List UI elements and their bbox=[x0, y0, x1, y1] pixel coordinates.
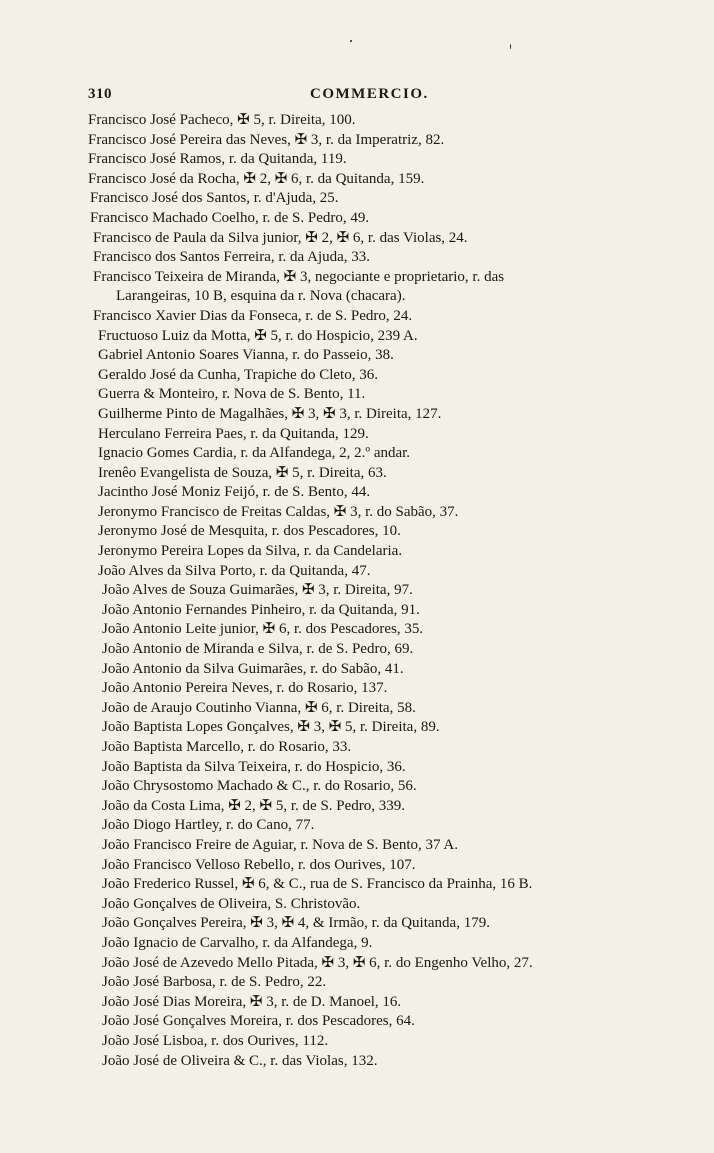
list-item: Francisco José dos Santos, r. d'Ajuda, 25. bbox=[90, 190, 339, 207]
list-item: João Francisco Freire de Aguiar, r. Nova de S. Bento, 37 A. bbox=[102, 836, 459, 853]
list-item: Francisco dos Santos Ferreira, r. da Ajuda, 33. bbox=[93, 249, 371, 266]
list-item: Ignacio Gomes Cardia, r. da Alfandega, 2, 2.º andar. bbox=[98, 445, 411, 462]
list-item: João José de Oliveira & C., r. das Violas, 132. bbox=[102, 1052, 378, 1069]
list-item: João Gonçalves Pereira, ✠ 3, ✠ 4, & Irmão, r. da Quitanda, 179. bbox=[102, 915, 490, 932]
list-item: João José Dias Moreira, ✠ 3, r. de D. Manoel, 16. bbox=[102, 993, 402, 1010]
list-item-continuation: Larangeiras, 10 B, esquina da r. Nova (chacara). bbox=[116, 288, 406, 305]
list-item: João José Lisboa, r. dos Ourives, 112. bbox=[102, 1032, 329, 1049]
list-item: João de Araujo Coutinho Vianna, ✠ 6, r. Direita, 58. bbox=[102, 699, 416, 716]
list-item: Francisco Machado Coelho, r. de S. Pedro, 49. bbox=[90, 209, 370, 226]
list-item: João Baptista Marcello, r. do Rosario, 33. bbox=[102, 739, 352, 755]
list-item: João Baptista Lopes Gonçalves, ✠ 3, ✠ 5, r. Direita, 89. bbox=[102, 719, 440, 736]
list-item: João Antonio Leite junior, ✠ 6, r. dos Pescadores, 35. bbox=[102, 621, 424, 638]
list-item: João Gonçalves de Oliveira, S. Christovão. bbox=[102, 895, 361, 912]
list-item: Francisco Xavier Dias da Fonseca, r. de S. Pedro, 24. bbox=[93, 307, 413, 324]
list-item: Gabriel Antonio Soares Vianna, r. do Passeio, 38. bbox=[98, 347, 394, 364]
list-item: Francisco de Paula da Silva junior, ✠ 2, ✠ 6, r. das Violas, 24. bbox=[93, 229, 468, 246]
list-item: Guerra & Monteiro, r. Nova de S. Bento, 11. bbox=[98, 386, 366, 403]
list-item: Francisco José Pacheco, ✠ 5, r. Direita, 100. bbox=[88, 112, 356, 128]
list-item: Irenêo Evangelista de Souza, ✠ 5, r. Direita, 63. bbox=[98, 464, 387, 481]
list-item: João Diogo Hartley, r. do Cano, 77. bbox=[102, 817, 315, 834]
list-item: Jeronymo Francisco de Freitas Caldas, ✠ 3, r. do Sabão, 37. bbox=[98, 503, 459, 520]
list-item: Francisco José da Rocha, ✠ 2, ✠ 6, r. da Quitanda, 159. bbox=[88, 170, 425, 187]
list-item: João Chrysostomo Machado & C., r. do Rosario, 56. bbox=[102, 778, 417, 795]
list-item: João da Costa Lima, ✠ 2, ✠ 5, r. de S. Pedro, 339. bbox=[102, 797, 406, 814]
list-item: João Francisco Velloso Rebello, r. dos Ourives, 107. bbox=[102, 856, 416, 873]
list-item: João Antonio de Miranda e Silva, r. de S. Pedro, 69. bbox=[102, 641, 414, 658]
print-speck bbox=[510, 44, 511, 49]
list-item: João José de Azevedo Mello Pitada, ✠ 3, ✠ 6, r. do Engenho Velho, 27. bbox=[102, 954, 533, 971]
list-item: João Antonio Fernandes Pinheiro, r. da Quitanda, 91. bbox=[102, 601, 420, 618]
list-item: Herculano Ferreira Paes, r. da Quitanda, 129. bbox=[98, 425, 369, 442]
print-speck bbox=[350, 40, 352, 42]
directory-list bbox=[88, 111, 648, 1071]
list-item: Jeronymo José de Mesquita, r. dos Pescadores, 10. bbox=[98, 523, 401, 540]
list-item: Jacintho José Moniz Feijó, r. de S. Bento, 44. bbox=[98, 484, 371, 501]
list-item: Francisco Teixeira de Miranda, ✠ 3, negociante e proprietario, r. das bbox=[93, 268, 505, 285]
list-item: Francisco José Pereira das Neves, ✠ 3, r. da Imperatriz, 82. bbox=[88, 131, 445, 148]
list-item: Francisco José Ramos, r. da Quitanda, 119. bbox=[88, 151, 347, 168]
list-item: João Baptista da Silva Teixeira, r. do Hospicio, 36. bbox=[102, 758, 406, 775]
list-item: João Alves da Silva Porto, r. da Quitanda, 47. bbox=[98, 562, 371, 579]
page-number: 310 bbox=[88, 86, 112, 102]
list-item: João José Barbosa, r. de S. Pedro, 22. bbox=[102, 974, 327, 991]
list-item: João Ignacio de Carvalho, r. da Alfandega, 9. bbox=[102, 934, 373, 951]
list-item: Jeronymo Pereira Lopes da Silva, r. da Candelaria. bbox=[98, 543, 403, 560]
list-item: João Alves de Souza Guimarães, ✠ 3, r. Direita, 97. bbox=[102, 582, 413, 599]
list-item: Fructuoso Luiz da Motta, ✠ 5, r. do Hospicio, 239 A. bbox=[98, 327, 418, 344]
list-item: João José Gonçalves Moreira, r. dos Pescadores, 64. bbox=[102, 1013, 415, 1030]
list-item: João Antonio Pereira Neves, r. do Rosario, 137. bbox=[102, 680, 388, 697]
list-item: Guilherme Pinto de Magalhães, ✠ 3, ✠ 3, r. Direita, 127. bbox=[98, 405, 442, 422]
list-item: João Antonio da Silva Guimarães, r. do Sabão, 41. bbox=[102, 660, 404, 677]
page-header bbox=[88, 86, 628, 108]
list-item: Geraldo José da Cunha, Trapiche do Cleto, 36. bbox=[98, 366, 378, 383]
list-item: João Frederico Russel, ✠ 6, & C., rua de S. Francisco da Prainha, 16 B. bbox=[102, 876, 533, 893]
running-title: COMMERCIO. bbox=[310, 86, 429, 102]
